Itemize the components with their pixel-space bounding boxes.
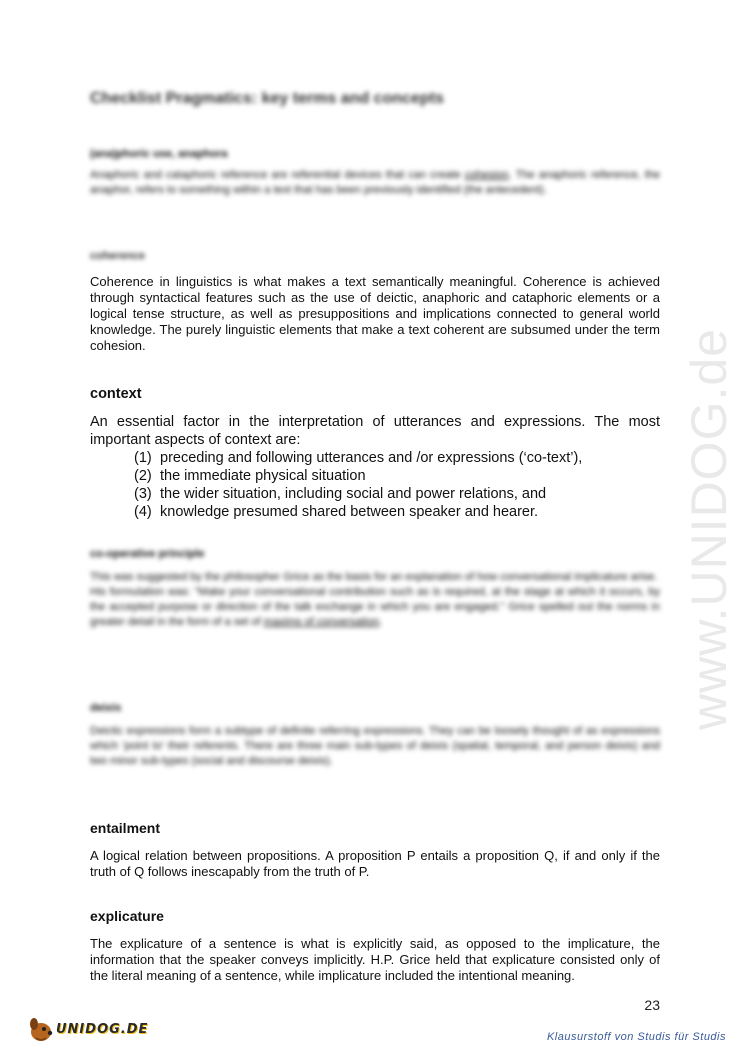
logo-text: UNIDOG.DE [56, 1021, 149, 1037]
page-number: 23 [644, 997, 660, 1013]
section-heading: context [90, 386, 142, 402]
dog-icon [26, 1014, 56, 1044]
list-item: (4) knowledge presumed shared between speaker and hearer. [134, 504, 539, 520]
unidog-logo[interactable] [26, 1014, 148, 1044]
context-intro: An essential factor in the interpretation of utterances and expressions. The most important aspects of context are: [90, 414, 660, 448]
section-explicature [90, 908, 660, 984]
section-heading: coherence [90, 250, 146, 262]
section-text: A logical relation between propositions. A proposition P entails a proposition Q, if and only if the truth of Q follows inescapably from the truth of P. [90, 848, 660, 879]
list-item: (2) the immediate physical situation [134, 468, 366, 484]
footer-tagline: Klausurstoff von Studis für Studis [546, 1031, 726, 1043]
section-text: This was suggested by the philosopher Grice as the basis for an explanation of how conversational implicature arise. [90, 571, 658, 583]
list-item: (3) the wider situation, including social and power relations, and [134, 486, 547, 502]
list-item: (1) preceding and following utterances and /or expressions (‘co-text’), [134, 450, 583, 466]
section-entailment [90, 820, 660, 880]
section-heading: deixis [90, 702, 122, 714]
section-heading: (ana)phoric use, anaphora [90, 148, 228, 160]
section-deixis [90, 702, 660, 769]
section-heading: explicature [90, 908, 164, 924]
section-text: The explicature of a sentence is what is explicitly said, as opposed to the implicature, the information that the speaker conveys implicitly. H.P. Grice held that explicature consisted only of the literal meaning of a sentence, while implicature included the intentional meaning. [90, 936, 660, 983]
section-coherence [90, 250, 660, 354]
section-text: Anaphoric and cataphoric reference are referential devices that can create cohesion. The anaphoric reference, the anaphor, refers to something within a text that has been previously identified (the antecedent). [90, 169, 661, 196]
cohesion-link[interactable]: cohesion [464, 169, 509, 181]
section-cooperative-principle [90, 548, 660, 630]
section-text: Deictic expressions form a subtype of definite referring expressions. They can be loosely thought of as expressions which 'point to' their referents. There are three main sub-types of deixis (spatial, temporal, and person deixis) and two minor sub-types (social and discourse deixis). [90, 725, 660, 767]
document-title: Checklist Pragmatics: key terms and concepts [90, 90, 444, 107]
section-text: His formulation was: "Make your conversational contribution such as is required, at the stage at which it occurs, by the accepted purpose or direction of the talk exchange in which you are engaged." Grice spelled out the norms in greater detail in the form of a set of maxims of conversation. [90, 586, 660, 628]
section-anaphora [90, 148, 660, 198]
section-text: Coherence in linguistics is what makes a text semantically meaningful. Coherence is achieved through syntactical features such as the use of deictic, anaphoric and cataphoric elements or a logical tense structure, as well as presuppositions and implications connected to general world knowledge. The purely linguistic elements that make a text coherent are subsumed under the term cohesion. [90, 274, 660, 353]
section-heading: entailment [90, 820, 161, 836]
document-page: www.UNIDOG.de Checklist Pragmatics: key terms and concepts (ana)phoric use, anaphora Anaphoric and cataphoric reference are referential devices that can create cohesion. The anaphoric reference, the anaphor, refers to something within a text that has been previously identified (the antecedent). coherence Coherence in linguistics is what makes a text semantically meaningful. Coherence is achieved through syntactical features such as the use of deictic, anaphoric and cataphoric elements or a logical tense structure, as well as presuppositions and implications connected to general world knowledge. The purely linguistic elements that make a text coherent are subsumed under the term cohesion. context An essential factor in the interpretation of utterances and expressions. The most important aspects of context are: (1) preceding and following utterances and /or expressions (‘co-text’), (2) the immediate physical situation (3) the wider situation, including social and power relations, and (4) knowledge presumed shared between speaker and hearer. co-operative principle This was suggested by the philosopher Grice as the basis for an explanation of how conversational implicature arise. His formulation was: "Make your conversational contribution such as is required, at the stage at which it occurs, by the accepted purpose or direction of the talk exchange in which you are engaged." Grice spelled out the norms in greater detail in the form of a set of maxims of conversation. deixis Deictic expressions form a subtype of definite referring expressions. They can be loosely thought of as expressions which 'point to' their referents. There are three main sub-types of deixis (spatial, temporal, and person deixis) and two minor sub-types (social and discourse deixis). entailment A logical relation between propositions. A proposition P entails a proposition Q, if and only if the truth of Q follows inescapably from the truth of P. explicature The explicature of a sentence is what is explicitly said, as opposed to the implicature, the information that the speaker conveys implicitly. H.P. Grice held that explicature consisted only of the literal meaning of a sentence, while implicature included the intentional meaning. 23 UNIDOG.DE Klausurstoff von Studis für Studis [0, 0, 750, 1060]
maxims-link[interactable]: maxims of conversation [263, 616, 380, 628]
context-list [90, 449, 660, 521]
section-heading: co-operative principle [90, 548, 205, 560]
section-context [90, 386, 660, 521]
